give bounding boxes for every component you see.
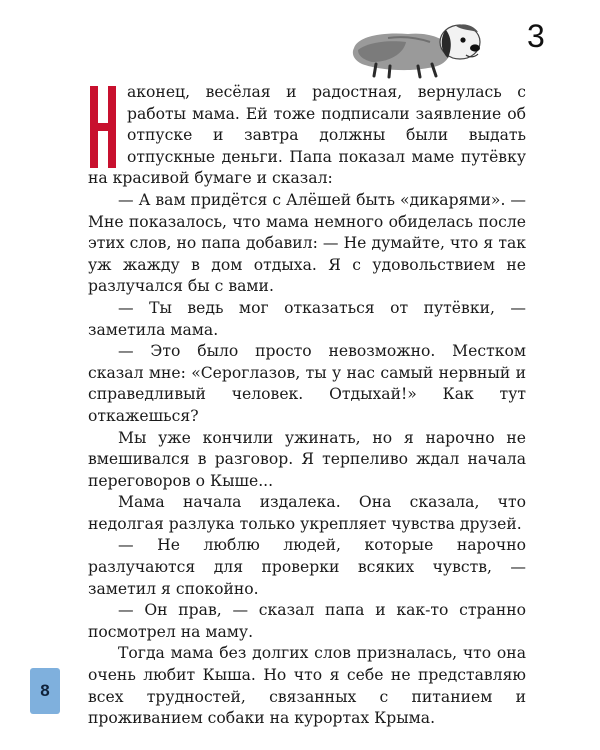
paragraph: — Это было просто невозможно. Местком сказал мне: «Сероглазов, ты у нас самый нервный и справедливый человек. Отдыхай!» Как тут откажешься? — [88, 342, 526, 425]
paragraph: — Не люблю людей, которые нарочно разлучаются для проверки всяких чувств, — заметил я спокойно. — [88, 536, 526, 598]
story-text — [88, 82, 526, 730]
dog-icon — [348, 18, 488, 80]
paragraph: Мы уже кончили ужинать, но я нарочно не вмешивался в разговор. Я терпеливо ждал начала переговоров о Кыше... — [88, 428, 526, 490]
paragraph: — Он прав, — сказал папа и как-то странно посмотрел на маму. — [88, 601, 526, 641]
paragraph: Тогда мама без долгих слов призналась, что она очень любит Кыша. Но что я себе не представляю всех трудностей, связанных с питанием и проживанием собаки на курортах Крыма. — [88, 644, 526, 728]
page-number: 8 — [40, 681, 50, 700]
paragraph: аконец, весёлая и радостная, вернулась с работы мама. Ей тоже подписали заявление об отпуске и завтра должны были выдать отпускные деньги. Папа показал маме путёвку на красивой бумаге и сказал: — [88, 83, 526, 188]
chapter-number: 3 — [527, 18, 545, 54]
paragraph: — Ты ведь мог отказаться от путёвки, — заметила мама. — [88, 298, 526, 339]
paragraph: Мама начала издалека. Она сказала, что недолгая разлука только укрепляет чувства друзей. — [88, 493, 526, 533]
dropcap-letter — [88, 86, 118, 168]
page-number-tab — [30, 668, 60, 714]
paragraph: — А вам придётся с Алёшей быть «дикарями». — Мне показалось, что мама немного обиделась после этих слов, но папа добавил: — Не думайте, что я так уж жажду в дом отдыха. Я с удовольствием не разлучался бы с вами. — [88, 190, 526, 296]
